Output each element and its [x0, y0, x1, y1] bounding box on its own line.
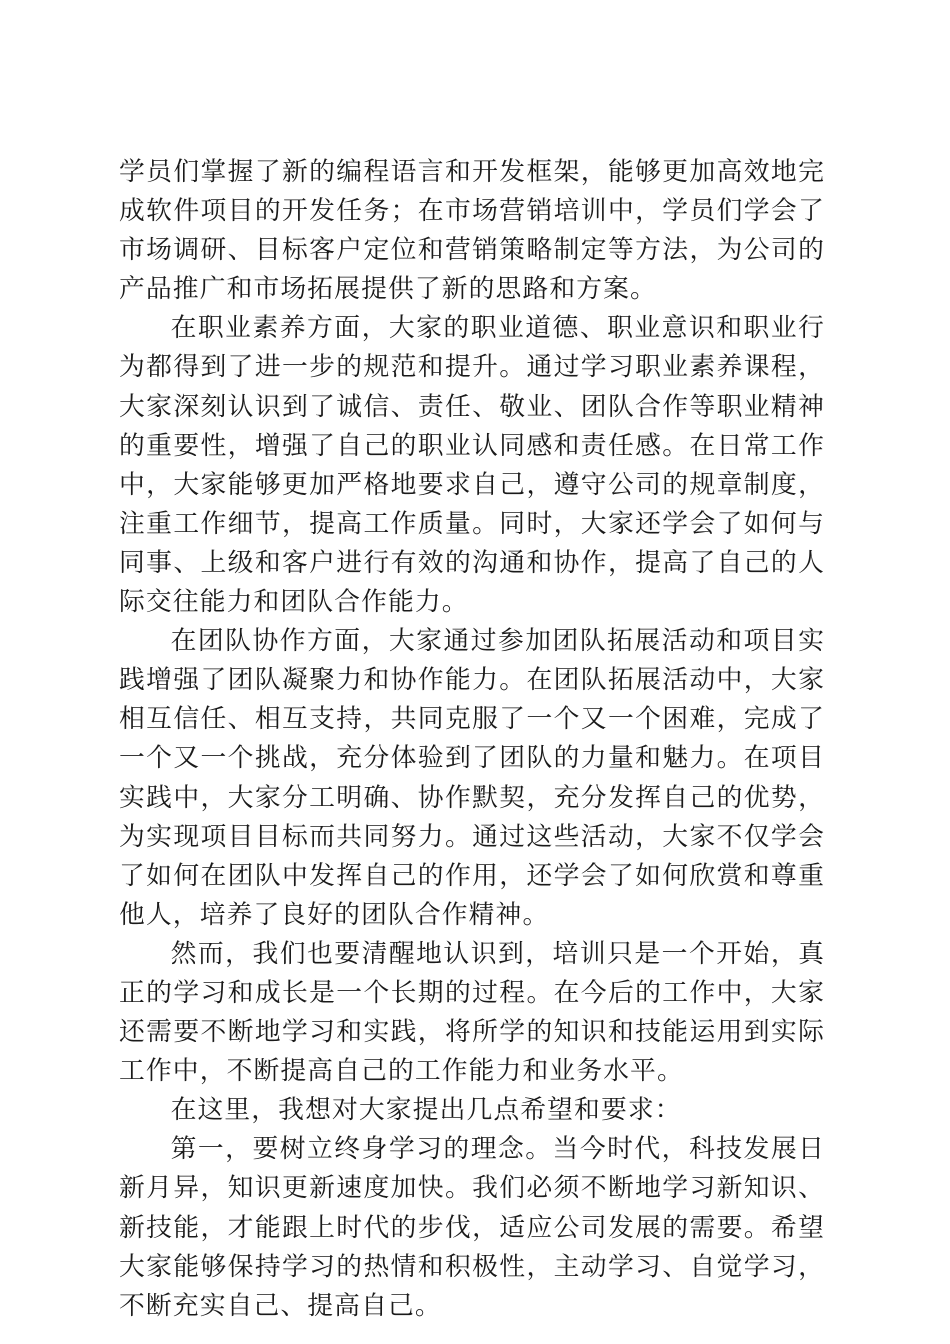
- paragraph-continuous-learning: 然而，我们也要清醒地认识到，培训只是一个开始，真正的学习和成长是一个长期的过程。在今后的工作中，大家还需要不断地学习和实践，将所学的知识和技能运用到实际工作中，不断提高自己的工作能力和业务水平。: [119, 938, 825, 1087]
- paragraph-professional-quality: 在职业素养方面，大家的职业道德、职业意识和职业行为都得到了进一步的规范和提升。通过学习职业素养课程，大家深刻认识到了诚信、责任、敬业、团队合作等职业精神的重要性，增强了自己的职业认同感和责任感。在日常工作中，大家能够更加严格地要求自己，遵守公司的规章制度，注重工作细节，提高工作质量。同时，大家还学会了如何与同事、上级和客户进行有效的沟通和协作，提高了自己的人际交往能力和团队合作能力。: [119, 313, 825, 618]
- paragraph-teamwork: 在团队协作方面，大家通过参加团队拓展活动和项目实践增强了团队凝聚力和协作能力。在团队拓展活动中，大家相互信任、相互支持，共同克服了一个又一个困难，完成了一个又一个挑战，充分体验到了团队的力量和魅力。在项目实践中，大家分工明确、协作默契，充分发挥自己的优势，为实现项目目标而共同努力。通过这些活动，大家不仅学会了如何在团队中发挥自己的作用，还学会了如何欣赏和尊重他人，培养了良好的团队合作精神。: [119, 626, 825, 930]
- paragraph-expectations-intro: 在这里，我想对大家提出几点希望和要求：: [170, 1095, 682, 1126]
- document-page: [119, 153, 825, 1326]
- paragraph-technical-training: 学员们掌握了新的编程语言和开发框架，能够更加高效地完成软件项目的开发任务；在市场营销培训中，学员们学会了市场调研、目标客户定位和营销策略制定等方法，为公司的产品推广和市场拓展提供了新的思路和方案。: [119, 157, 825, 305]
- paragraph-lifelong-learning: 第一，要树立终身学习的理念。当今时代，科技发展日新月异，知识更新速度加快。我们必须不断地学习新知识、新技能，才能跟上时代的步伐，适应公司发展的需要。希望大家能够保持学习的热情和积极性，主动学习、自觉学习，不断充实自己、提高自己。: [119, 1134, 825, 1321]
